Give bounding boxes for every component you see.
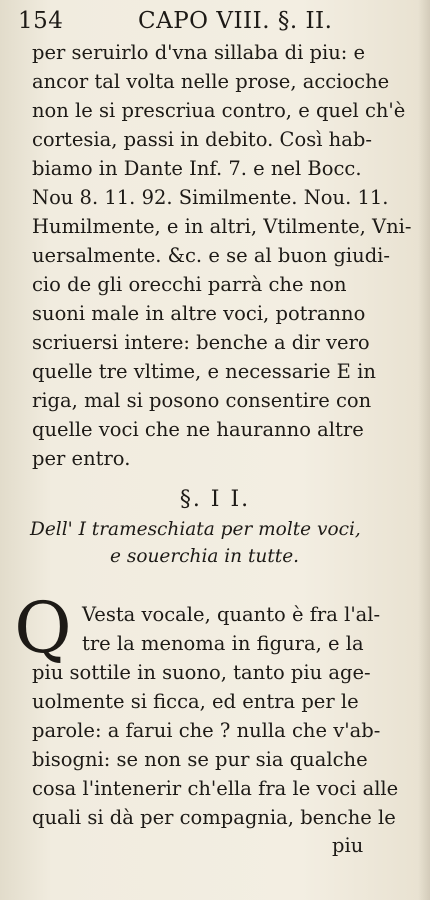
text-line: non le si prescriua contro, e quel ch'è bbox=[32, 99, 406, 122]
text-line: uersalmente. &c. e se al buon giudi- bbox=[32, 244, 390, 267]
text-line: quelle tre vltime, e necessarie E in bbox=[32, 360, 376, 383]
caption-line: Dell' I trameschiata per molte voci, bbox=[30, 519, 361, 540]
page-header bbox=[18, 6, 420, 36]
page-number: 154 bbox=[18, 8, 64, 34]
text-line: Vesta vocale, quanto è fra l'al- bbox=[82, 603, 381, 626]
catchword: piu bbox=[332, 834, 364, 857]
drop-cap: Q bbox=[14, 587, 72, 669]
page-edge-shadow bbox=[418, 0, 430, 900]
section-caption bbox=[30, 516, 420, 570]
section-title: §. I I. bbox=[179, 487, 251, 512]
text-line: uolmente si ficca, ed entra per le bbox=[32, 690, 359, 713]
text-line: ancor tal volta nelle prose, accioche bbox=[32, 70, 390, 93]
running-head: CAPO VIII. §. II. bbox=[138, 8, 333, 34]
paragraph-1 bbox=[32, 38, 417, 473]
text-line: per seruirlo d'vna sillaba di piu: e bbox=[32, 41, 366, 64]
text-line: suoni male in altre voci, potranno bbox=[32, 302, 366, 325]
text-line: biamo in Dante Inf. 7. e nel Bocc. bbox=[32, 157, 362, 180]
text-line: Humilmente, e in altri, Vtilmente, Vni- bbox=[32, 215, 412, 238]
text-line: tre la menoma in figura, e la bbox=[82, 632, 364, 655]
text-line: quali si dà per compagnia, benche le bbox=[32, 806, 396, 829]
caption-line: e souerchia in tutte. bbox=[110, 546, 300, 567]
text-line: per entro. bbox=[32, 447, 131, 470]
text-line: piu sottile in suono, tanto piu age- bbox=[32, 661, 371, 684]
text-line: cortesia, passi in debito. Così hab- bbox=[32, 128, 372, 151]
text-line: cosa l'intenerir ch'ella fra le voci alle bbox=[32, 777, 399, 800]
text-line: riga, mal si posono consentire con bbox=[32, 389, 372, 412]
text-line: scriuersi intere: benche a dir vero bbox=[32, 331, 370, 354]
text-line: parole: a farui che ? nulla che v'ab- bbox=[32, 719, 381, 742]
paragraph-2 bbox=[32, 600, 417, 832]
text-line: bisogni: se non se pur sia qualche bbox=[32, 748, 368, 771]
text-line: cio de gli orecchi parrà che non bbox=[32, 273, 347, 296]
text-line: Nou 8. 11. 92. Similmente. Nou. 11. bbox=[32, 186, 389, 209]
text-line: quelle voci che ne hauranno altre bbox=[32, 418, 364, 441]
